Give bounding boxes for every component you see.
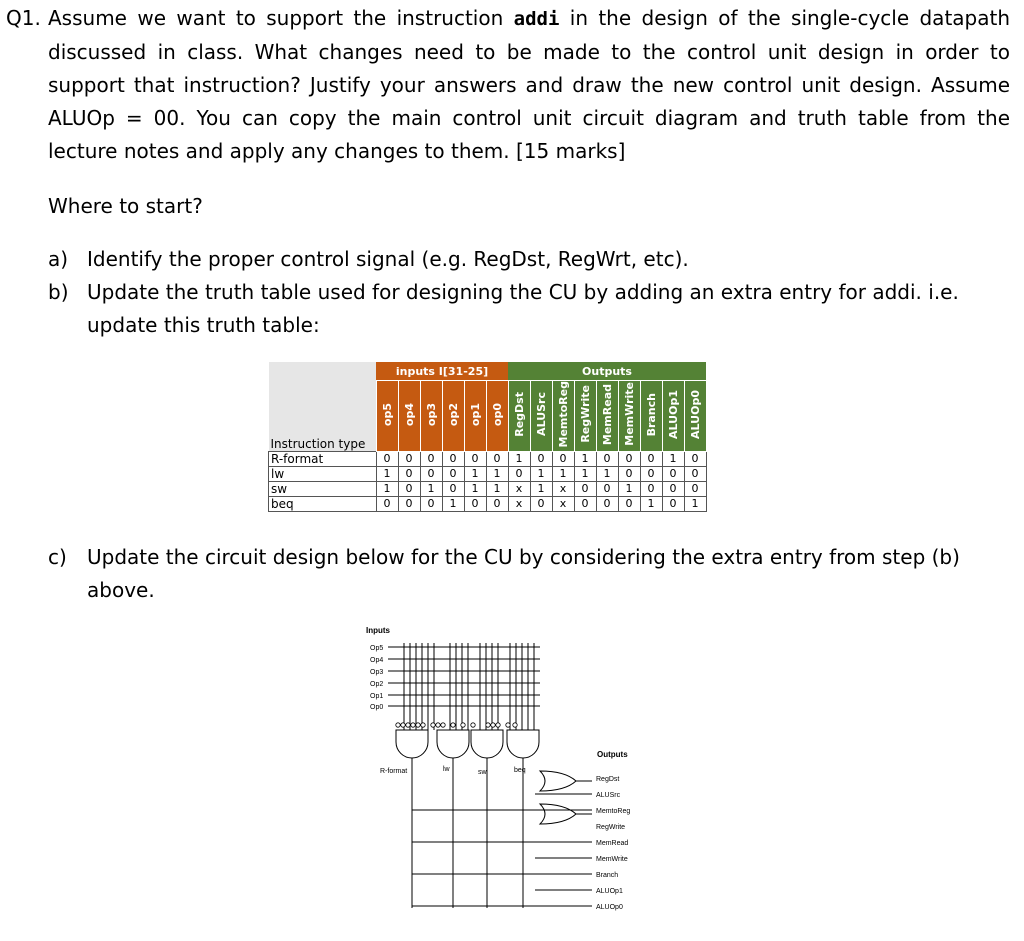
output-col-memread — [596, 381, 618, 452]
output-col-aluop0 — [684, 381, 706, 452]
circuit-input-label: Op5 — [370, 645, 384, 652]
table-cell: 1 — [508, 451, 530, 466]
table-cell: 1 — [574, 466, 596, 481]
table-cell: 1 — [530, 481, 552, 496]
circuit-output-label: RegWrite — [596, 824, 626, 831]
outputs-group-header: Outputs — [508, 362, 706, 381]
table-cell: 0 — [398, 451, 420, 466]
table-cell: 0 — [398, 466, 420, 481]
output-col-regwrite — [574, 381, 596, 452]
table-row — [269, 481, 707, 496]
table-cell: 1 — [486, 466, 508, 481]
table-cell: 0 — [398, 481, 420, 496]
and-gate — [471, 730, 503, 758]
table-row — [269, 466, 707, 481]
table-cell: 1 — [574, 451, 596, 466]
step-c-text: Update the circuit design below for the CU by considering the extra entry from step (b) above. — [87, 545, 960, 602]
table-cell: 0 — [420, 496, 442, 511]
output-col-label: ALUSrc — [534, 392, 548, 437]
table-cell: 1 — [618, 481, 640, 496]
truth-table — [268, 362, 707, 512]
table-cell: 0 — [596, 481, 618, 496]
circuit-input-label: Op3 — [370, 669, 384, 676]
table-cell: 0 — [662, 496, 684, 511]
circuit-output-label: MemtoReg — [596, 808, 631, 815]
output-col-branch — [640, 381, 662, 452]
inversion-bubble — [486, 723, 490, 727]
output-col-memwrite — [618, 381, 640, 452]
inversion-bubble — [471, 723, 475, 727]
table-cell: 0 — [596, 496, 618, 511]
table-cell: 0 — [442, 481, 464, 496]
output-col-aluop1 — [662, 381, 684, 452]
table-cell: 0 — [398, 496, 420, 511]
gate-label: beq — [514, 767, 526, 774]
truth-table-grid — [268, 362, 707, 512]
circuit-outputs-title: Outputs — [597, 750, 628, 759]
question-text-part2: in the design of the single-cycle datapath discussed in class. What changes need to be made to the control unit design in order to support that instruction? Justify your answers and draw the new control unit design. Assume ALUOp = 00. You can copy the main control unit circuit diagram and truth table from the lecture notes and apply any changes to them. [15 marks] — [48, 6, 1011, 163]
table-cell: 0 — [640, 466, 662, 481]
table-cell: 1 — [640, 496, 662, 511]
circuit-input-label: Op0 — [370, 704, 384, 711]
row-header-label: Instruction type — [270, 436, 366, 451]
table-cell: 1 — [486, 481, 508, 496]
table-row — [269, 451, 707, 466]
table-cell: 0 — [486, 451, 508, 466]
step-a — [48, 243, 1008, 276]
table-cell: 0 — [530, 496, 552, 511]
table-cell: 0 — [574, 481, 596, 496]
table-cell: 1 — [442, 496, 464, 511]
output-col-label: MemRead — [600, 383, 614, 445]
circuit-input-label: Op4 — [370, 657, 384, 664]
output-col-memtoreg — [552, 381, 574, 452]
table-cell: 0 — [640, 451, 662, 466]
row-instruction-name: sw — [269, 481, 377, 496]
step-b — [48, 276, 1008, 342]
circuit-output-label: Branch — [596, 872, 619, 879]
circuit-output-label: RegDst — [596, 776, 620, 783]
table-cell: 0 — [420, 451, 442, 466]
inversion-bubble — [491, 723, 495, 727]
input-col-label: op1 — [468, 402, 482, 426]
table-cell: x — [508, 481, 530, 496]
table-cell: 1 — [376, 466, 398, 481]
output-col-label: MemWrite — [622, 382, 636, 447]
table-cell: 0 — [662, 466, 684, 481]
question-text-part1: Assume we want to support the instruction — [48, 6, 514, 30]
circuit-output-label: ALUOp0 — [596, 904, 623, 911]
inversion-bubble — [421, 723, 425, 727]
table-cell: 0 — [442, 466, 464, 481]
input-col-label: op4 — [402, 402, 416, 426]
question-paragraph — [6, 2, 1010, 168]
inversion-bubble — [416, 723, 420, 727]
inputs-group-header: inputs I[31-25] — [376, 362, 508, 381]
step-a-label: a) — [48, 247, 69, 271]
table-cell: 1 — [552, 466, 574, 481]
inversion-bubble — [411, 723, 415, 727]
table-cell: 0 — [420, 466, 442, 481]
table-cell: 0 — [508, 466, 530, 481]
table-cell: x — [552, 496, 574, 511]
and-gate — [396, 730, 428, 758]
table-row — [269, 496, 707, 511]
inversion-bubble — [461, 723, 465, 727]
circuit-output-label: MemWrite — [596, 856, 628, 863]
table-cell: 1 — [530, 466, 552, 481]
circuit-input-label: Op2 — [370, 681, 384, 688]
step-b-label: b) — [48, 280, 69, 304]
question-text — [48, 2, 1010, 168]
input-col-label: op0 — [490, 402, 504, 426]
table-cell: 1 — [464, 481, 486, 496]
row-instruction-name: R-format — [269, 451, 377, 466]
inversion-bubble — [401, 723, 405, 727]
table-cell: 0 — [464, 496, 486, 511]
output-col-label: Branch — [644, 392, 658, 436]
input-col-label: op5 — [380, 402, 394, 426]
circuit-output-label: ALUSrc — [596, 792, 621, 799]
inversion-bubble — [496, 723, 500, 727]
question-number: Q1. — [6, 6, 41, 30]
gate-label: sw — [478, 769, 487, 776]
inversion-bubble — [406, 723, 410, 727]
table-cell: 0 — [486, 496, 508, 511]
circuit-inputs-title: Inputs — [366, 626, 390, 635]
inversion-bubble — [513, 723, 517, 727]
table-cell: 1 — [376, 481, 398, 496]
control-unit-circuit — [340, 618, 680, 922]
input-col-op4 — [398, 381, 420, 452]
output-col-label: ALUOp0 — [688, 389, 702, 439]
output-col-alusrc — [530, 381, 552, 452]
inversion-bubble — [436, 723, 440, 727]
table-cell: 0 — [662, 481, 684, 496]
table-cell: 0 — [684, 451, 706, 466]
output-col-label: RegWrite — [578, 385, 592, 444]
output-col-label: MemtoReg — [556, 381, 570, 448]
input-col-op1 — [464, 381, 486, 452]
table-cell: 0 — [376, 451, 398, 466]
instruction-code: addi — [513, 8, 560, 30]
table-cell: 0 — [552, 451, 574, 466]
table-cell: 1 — [684, 496, 706, 511]
table-cell: 1 — [596, 466, 618, 481]
row-instruction-name: beq — [269, 496, 377, 511]
table-cell: 0 — [442, 451, 464, 466]
table-cell: 0 — [684, 481, 706, 496]
table-cell: 0 — [618, 466, 640, 481]
output-col-regdst — [508, 381, 530, 452]
truth-table-corner — [269, 362, 377, 451]
circuit-input-label: Op1 — [370, 693, 384, 700]
and-gate — [507, 730, 539, 758]
input-col-op5 — [376, 381, 398, 452]
inversion-bubble — [506, 723, 510, 727]
table-cell: 1 — [420, 481, 442, 496]
table-cell: 0 — [530, 451, 552, 466]
table-cell: 0 — [618, 451, 640, 466]
gate-label: lw — [443, 766, 450, 773]
where-to-start-heading: Where to start? — [48, 194, 203, 218]
step-c — [48, 541, 1008, 607]
table-cell: 0 — [376, 496, 398, 511]
step-b-text: Update the truth table used for designing the CU by adding an extra entry for addi. i.e. update this truth table: — [87, 280, 959, 337]
row-instruction-name: lw — [269, 466, 377, 481]
output-col-label: RegDst — [512, 391, 526, 437]
table-cell: 0 — [574, 496, 596, 511]
circuit-output-label: MemRead — [596, 840, 629, 847]
input-col-op0 — [486, 381, 508, 452]
step-a-text: Identify the proper control signal (e.g. RegDst, RegWrt, etc). — [87, 247, 689, 271]
inversion-bubble — [431, 723, 435, 727]
table-cell: x — [508, 496, 530, 511]
inversion-bubble — [451, 723, 455, 727]
gate-label: R-format — [380, 768, 408, 775]
table-cell: 1 — [464, 466, 486, 481]
table-cell: 0 — [684, 466, 706, 481]
input-col-label: op2 — [446, 402, 460, 426]
output-col-label: ALUOp1 — [666, 389, 680, 439]
inversion-bubble — [396, 723, 400, 727]
or-gate — [540, 804, 576, 824]
table-cell: 0 — [640, 481, 662, 496]
table-cell: 0 — [596, 451, 618, 466]
input-col-op2 — [442, 381, 464, 452]
table-cell: 0 — [618, 496, 640, 511]
table-cell: x — [552, 481, 574, 496]
circuit-output-label: ALUOp1 — [596, 888, 623, 895]
inversion-bubble — [441, 723, 445, 727]
or-gate — [540, 771, 576, 791]
circuit-diagram — [340, 618, 680, 918]
input-col-label: op3 — [424, 402, 438, 426]
input-col-op3 — [420, 381, 442, 452]
step-c-label: c) — [48, 545, 67, 569]
and-gate — [437, 730, 469, 758]
table-cell: 0 — [464, 451, 486, 466]
table-cell: 1 — [662, 451, 684, 466]
